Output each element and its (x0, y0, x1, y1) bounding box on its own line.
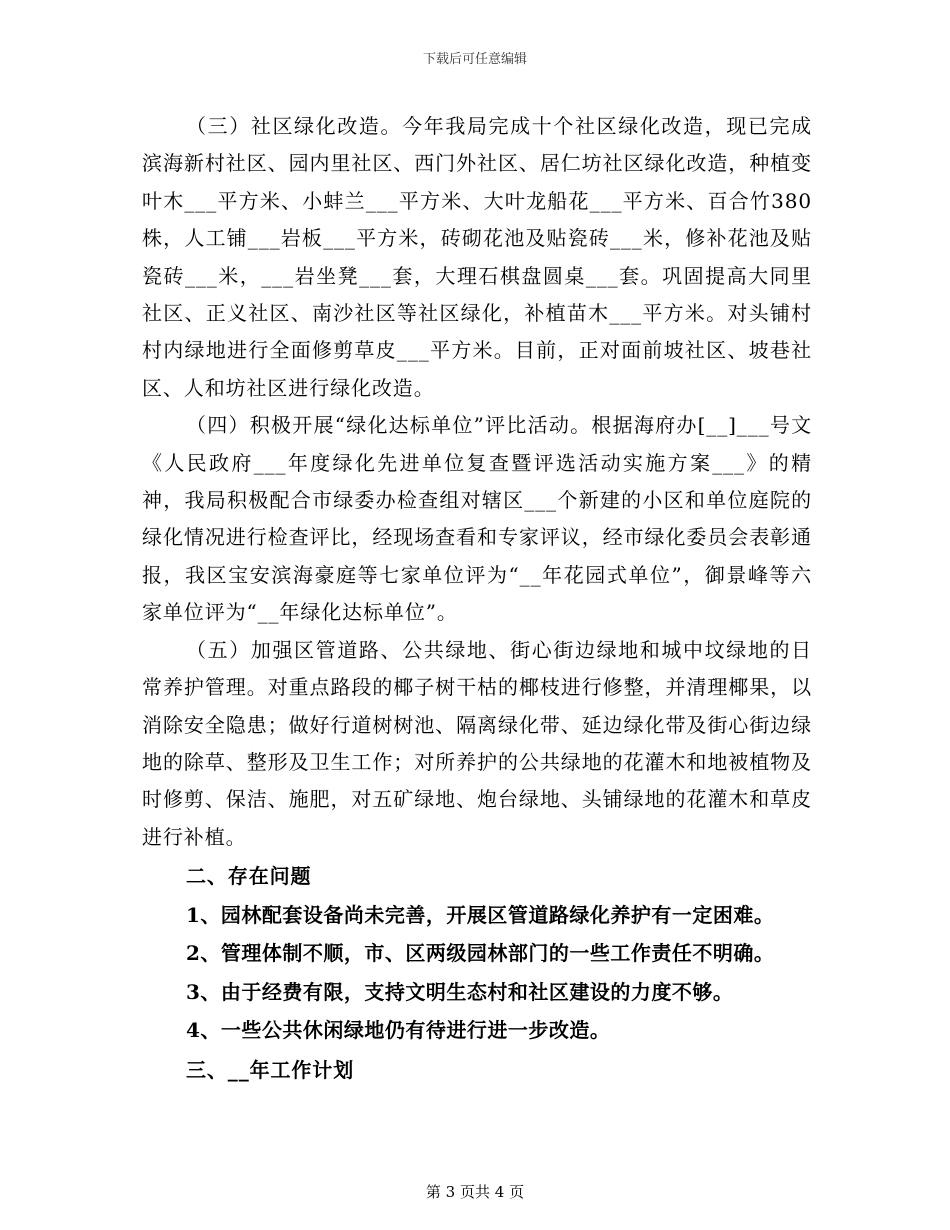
page-header-note: 下载后可任意编辑 (422, 52, 527, 67)
problem-item-2: 2、管理体制不顺，市、区两级园林部门的一些工作责任不明确。 (186, 941, 775, 966)
paragraph-greening-award: （四）积极开展“绿化达标单位”评比活动。根据海府办[__]___号文《人民政府___年度绿化先进单位复查暨评选活动实施方案___》的精神，我局积极配合市绿委办检查组对辖区___个新建的小区和单位庭院的绿化情况进行检查评比，经现场查看和专家评议，经市绿化委员会表彰通报，我区宝安滨海豪庭等七家单位评为“__年花园式单位”，御景峰等六家单位评为“__年绿化达标单位”。 (142, 413, 812, 625)
section-heading-work-plan: 三、__年工作计划 (186, 1057, 355, 1082)
paragraph-community-greening: （三）社区绿化改造。今年我局完成十个社区绿化改造，现已完成滨海新村社区、园内里社区、西门外社区、居仁坊社区绿化改造，种植变叶木___平方米、小蚌兰___平方米、大叶龙船花___平方米、百合竹380株，人工铺___岩板___平方米，砖砌花池及贴瓷砖___米，修补花池及贴瓷砖___米，___岩坐凳___套，大理石棋盘圆桌___套。巩固提高大同里社区、正义社区、南沙社区等社区绿化，补植苗木___平方米。对头铺村村内绿地进行全面修剪草皮___平方米。目前，正对面前坡社区、坡巷社区、人和坊社区进行绿化改造。 (142, 114, 812, 400)
paragraph-maintenance: （五）加强区管道路、公共绿地、街心街边绿地和城中坟绿地的日常养护管理。对重点路段的椰子树干枯的椰枝进行修整，并清理椰果，以消除安全隐患；做好行道树树池、隔离绿化带、延边绿化带及街心街边绿地的除草、整形及卫生工作；对所养护的公共绿地的花灌木和地被植物及时修剪、保洁、施肥，对五矿绿地、炮台绿地、头铺绿地的花灌木和草皮进行补植。 (142, 637, 812, 849)
page-number: 第 3 页共 4 页 (425, 1183, 525, 1201)
problem-item-1: 1、园林配套设备尚未完善，开展区管道路绿化养护有一定困难。 (186, 902, 775, 927)
problem-item-3: 3、由于经费有限，支持文明生态村和社区建设的力度不够。 (186, 979, 734, 1004)
section-heading-problems: 二、存在问题 (186, 864, 312, 889)
problem-item-4: 4、一些公共休闲绿地仍有待进行进一步改造。 (186, 1018, 611, 1043)
document-body (142, 108, 812, 1089)
